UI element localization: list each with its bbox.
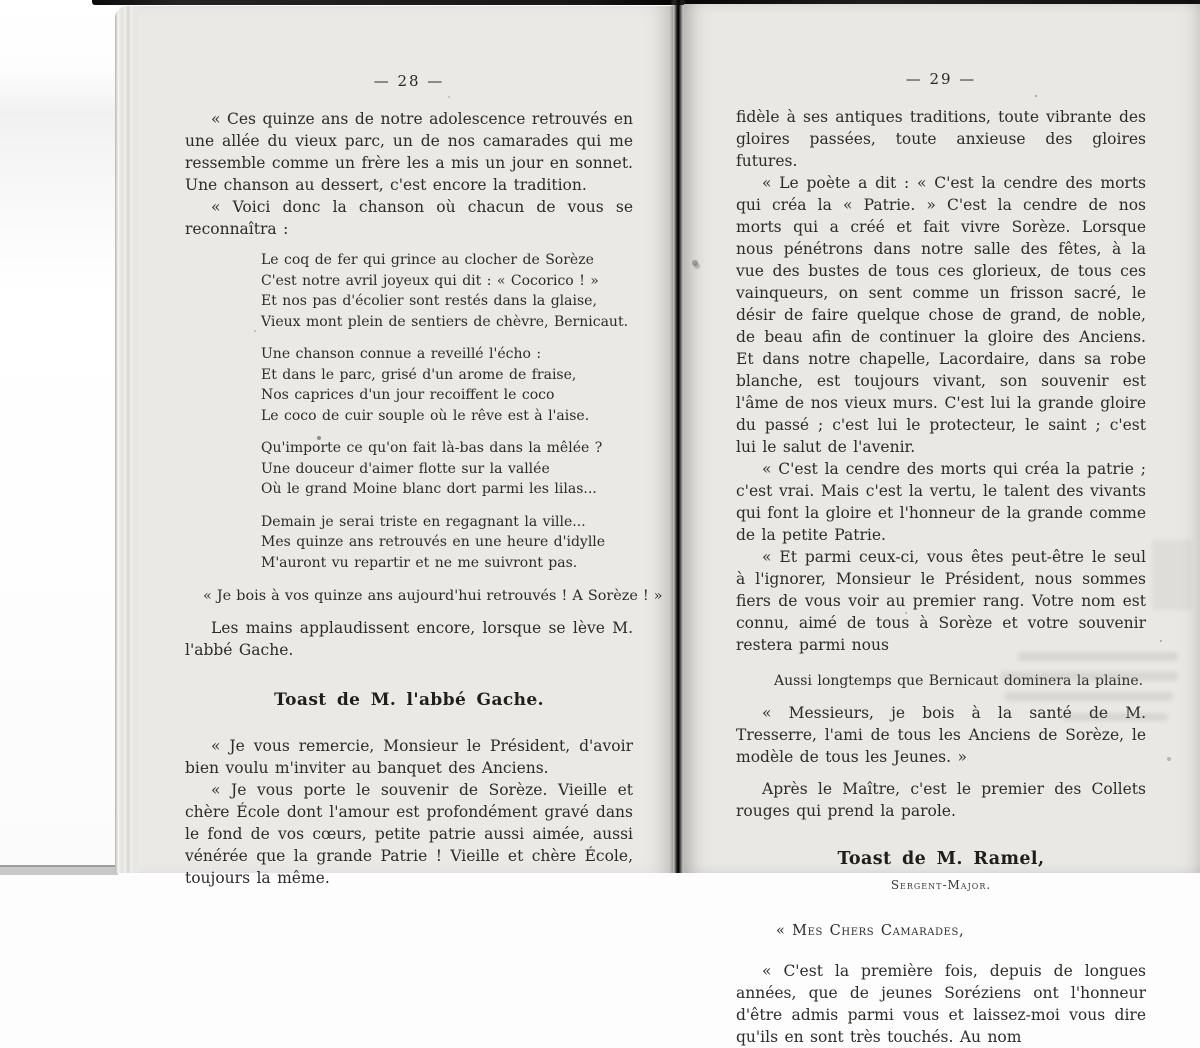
stanza-4 [261,512,633,574]
page-edge-stack [115,6,139,873]
poem-line: Et dans le parc, grisé d'un arome de fraise, [261,366,577,383]
heading-toast-ramel: Toast de M. Ramel, [837,849,1045,869]
page-left [115,6,673,887]
left-page-text [185,70,663,889]
poem-line: Demain je serai triste en regagnant la ville... [261,513,586,530]
paragraph-souvenir: « Je vous porte le souvenir de Sorèze. Vieille et chère École dont l'amour est profondément gravé dans le fond de vos cœurs, petite patrie aussi aimée, aussi vénérée que la grande Patrie ! Vieille et chère École, toujours la même. [185,781,633,887]
poem-line: Vieux mont plein de sentiers de chèvre, Bernicaut. [261,313,629,330]
scanner-background [0,0,118,866]
paragraph-fidele: fidèle à ses antiques traditions, toute vibrante des gloires passées, toute anxieuse des gloires futures. [736,108,1146,170]
show-through-ghost [1018,652,1178,661]
show-through-ghost [1062,713,1168,721]
page-right [684,4,1200,1046]
page-number-left: — 28 — [373,72,445,90]
show-through-ghost [1005,692,1173,701]
paragraph-apres: Après le Maître, c'est le premier des Collets rouges qui prend la parole. [736,780,1146,820]
heading-toast-gache: Toast de M. l'abbé Gache. [274,690,544,710]
page-number-right: — 29 — [905,70,977,88]
show-through-ghost [1000,672,1178,681]
paragraph-intro: « Ces quinze ans de notre adolescence retrouvés en une allée du vieux parc, un de nos camarades qui me ressemble comme un frère les a mis un jour en sonnet. Une chanson au dessert, c'est encore la tradition. [185,110,633,194]
poem-line: Une douceur d'aimer flotte sur la vallée [261,460,550,477]
poem-line: Le coco de cuir souple où le rêve est à l'aise. [261,407,590,424]
poem-line: Qu'importe ce qu'on fait là-bas dans la mêlée ? [261,440,603,456]
toast-closing-line: « Je bois à vos quinze ans aujourd'hui retrouvés ! A Sorèze ! » [203,588,663,604]
salutation-camarades: « Mes Chers Camarades, [776,923,965,939]
right-page-text [736,68,1146,1048]
paragraph-cendre: « C'est la cendre des morts qui créa la patrie ; c'est vrai. Mais c'est la vertu, le talent des vivants qui font la gloire et l'honneur de la grande comme de la petite Patrie. [736,460,1146,544]
stanza-2 [261,344,633,426]
paragraph-messieurs: « Messieurs, je bois à la santé de M. Tresserre, l'ami de tous les Anciens de Sorèze, le modèle de tous les Jeunes. » [736,704,1146,766]
poem-line: C'est notre avril joyeux qui dit : « Cocorico ! » [261,272,599,289]
paragraph-poete: « Le poète a dit : « C'est la cendre des morts qui créa la « Patrie. » C'est la cendre de nos morts qui a créé et fait vivre Sorèze. Lorsque nous pénétrons dans notre salle des fêtes, à la vue des bustes de tous ces glorieux, de tous ces vainqueurs, on sent comme un frisson sacré, le désir de faire quelque chose de grand, de noble, de beau afin de continuer la gloire des Anciens. Et dans notre chapelle, Lacordaire, dans sa robe blanche, est toujours vivant, son souvenir est l'âme de nos vieux murs. C'est lui la grande gloire du passé ; c'est lui le protecteur, le saint ; c'est lui le salut de l'avenir. [736,174,1146,456]
subheading-sergent-major: Sergent-Major. [890,878,992,892]
show-through-ghost [1152,540,1192,610]
paragraph-premiere: « C'est la première fois, depuis de longues années, que de jeunes Soréziens ont l'honneur d'être admis parmi vous et laissez-moi vous dire qu'ils en sont très touchés. Au nom [736,962,1146,1046]
paragraph-remercie: « Je vous remercie, Monsieur le Président, d'avoir bien voulu m'inviter au banquet des Anciens. [185,737,633,777]
paragraph-applause: Les mains applaudissent encore, lorsque se lève M. l'abbé Gache. [185,619,633,659]
poem-line: Mes quinze ans retrouvés en une heure d'idylle [261,534,606,550]
poem-line: Une chanson connue a reveillé l'écho : [261,346,542,362]
poem-line: Nos caprices d'un jour recoiffent le coco [261,387,555,403]
poem-line: Où le grand Moine blanc dort parmi les lilas... [261,481,597,497]
stanza-1 [261,250,633,332]
paper-specks [0,0,2,2]
paragraph-parmi: « Et parmi ceux-ci, vous êtes peut-être le seul à l'ignorer, Monsieur le Président, nous sommes fiers de vous voir au premier rang. Votre nom est connu, aimé de tous à Sorèze et votre souvenir restera parmi nous [736,548,1146,654]
scanner-bottom-edge [0,865,118,875]
poem-line: Et nos pas d'écolier sont restés dans la glaise, [261,293,597,309]
paragraph-chanson: « Voici donc la chanson où chacun de vous se reconnaîtra : [185,198,633,238]
verse-bernicaut: Aussi longtemps que Bernicaut dominera la plaine. [774,673,1144,689]
poem-line: M'auront vu repartir et ne me suivront pas. [261,554,578,571]
poem-line: Le coq de fer qui grince au clocher de Sorèze [261,252,594,268]
stanza-3 [261,438,633,500]
song-poem [261,250,633,573]
